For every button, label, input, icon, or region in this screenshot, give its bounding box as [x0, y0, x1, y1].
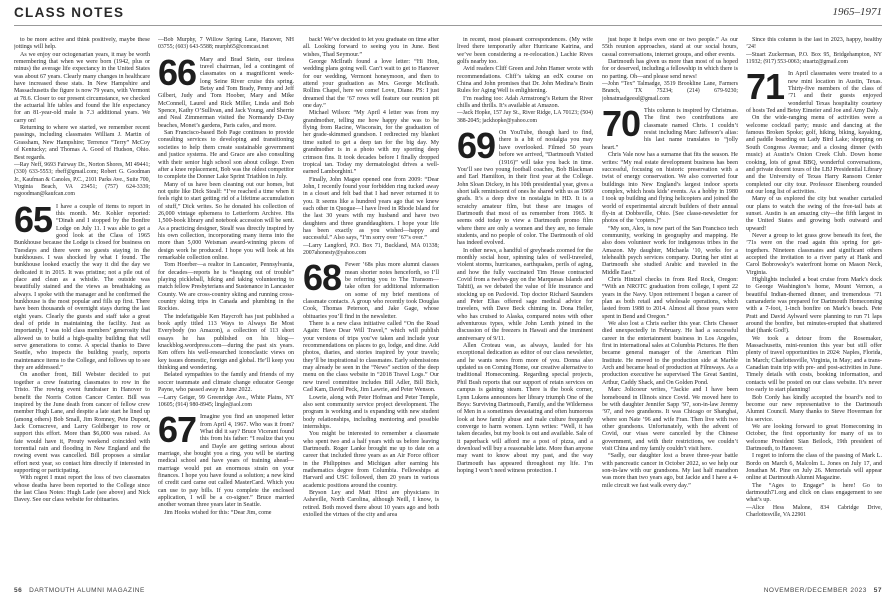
note-paragraph: I’m reading too: Adah Armstrong’s Return the River chills and thrills. It’s available at Amazon. — [457, 95, 593, 110]
note-paragraph: “Sadly, our daughter lost a brave three-year battle with pancreatic cancer in October 2022, so we help our son-in-law with our grandsons. My last half marathon was more than two years ago, but Jackie and I have a 4-mile circuit we fast walk every day.” — [602, 453, 738, 489]
note-paragraph: We are looking forward to great Homecoming in October, the first opportunity for many of us to welcome President Sian Beilock, 19th president of Dartmouth, to Hanover. — [746, 423, 882, 452]
note-paragraph: With regret I must report the loss of two classmates whose deaths have been reported to the College since the last Class Notes: Hugh Lade (see above) and Nick Davey. See our class website for obituaries. — [14, 475, 150, 504]
page-header — [0, 0, 896, 30]
columnist-signature: —Larry Geiger, 99 Greenridge Ave., White Plains, NY 10605; (914) 980-8945; lingle@aol.com — [158, 394, 294, 408]
note-paragraph: Tom Hoerber—a realtor in Lancaster, Pennsylvania, for decades—reports he is “heaping out of trouble” playing pickleball, hiking and taking volunteering to match fellow Presbyterians and Sustenance in Lancaster County. We are cross-country skiing and running cross-country skiing trips in Canada and plumbing in the Rockies. — [158, 262, 294, 313]
class-year-drop-cap: 68 — [303, 257, 342, 299]
note-text: This column is inspired by Christmas. The first two contributions are classmate named Chris. I couldn’t resist including Marc Jaffeson’s alias: his last name translates to “jolly heart.” — [602, 108, 738, 151]
note-paragraph: We also lost a Chris earlier this year. Chris Chesser died unexpectedly in February. He had a successful career in the entertainment business in Los Angeles, first in international sales at Columbia Pictures. He then became general manager of the American Film Institute. He moved to the production side at Marble Arch and became head of production at Filmways. As a production executive he supervised The Great Santini, Arthur, Caddy Shack, and On Golden Pond. — [602, 321, 738, 386]
note-paragraph: On another front, Bill Webster decided to put together a crew featuring classmates to row in the Tristo. The rowing event fundraiser in Hanover to benefit the Norris Cotton Cancer Center. Bill was inspired by the June death from cancer of fellow crew member Hugh Lane, and despite a late start he lined up (among others) Bob Small, Jim Romney, Pete Dupont, Jack Cornscreve, and Larry Goldberger to row or support this effort. More than $6,000 was raised. As fate would have it, Prouty weekend coincided with torrential rain and flooding in New England and the rowing event was cancelled. Bill proposes a similar effort next year, so contact him directly if interested in supporting or participating. — [14, 372, 150, 474]
note-paragraph: Lowrie, along with Peter Hofman and Peter Temple, also sent community service project development. The program is working and is expanding with new student body relationships, including mentoring and possible internships. — [303, 394, 439, 430]
columnist-signature: —Bob Murphy, 7 Willow Spring Lane, Hanover, NH 03755; (603) 643-5588; murph65@comcast.net — [158, 37, 294, 51]
note-text: Mary and Brad Stein, our tireless travel chairman, led a contingent of classmates on a magnificent week-long Seine River cruise this spring. Betsy and Tom Brady, Penny and Jeff Gilbert, Judy and Tom Hoober, Mary and Mike McConnell, Laurel and Rick Miller, Linda and Bob Spence, Kathy O’Sullivan, and Jack Young, and Sherrie and Neal Zimmerman visited the Normandy D-Day beaches, Monet’s gardens, Paris cafes, and more. — [158, 56, 294, 129]
note-paragraph: Chris Vale now has a surname that fits the season. He writes: “My real estate development business has been successful, focusing on historic preservation with a twist of energy conservation. We also converted four buildings into New England’s largest indoor sports complex, which hosts kids’ events. As a hobby in 1980 I took up building and flying helicopters and joined the world of experimental aircraft builders of their annual fly-in at Dobbsville, Ohio. [See classe-newsletter for photos of the ‘copters.]” — [602, 152, 738, 225]
page-footer — [0, 582, 896, 600]
note-paragraph: I regret to inform the class of the passing of Mark L. Bordo on March 6, Malcolm L. Jones on July 17, and Jonathan M. Pine on July 26. Memorials will appear online at Dartmouth Alumni Magazine. — [746, 453, 882, 482]
note-text: In April classmates were treated to a new mini location in Austin, Texas. Thirty-five members of the class of ’71 and their guests enjoyed wonderful Texas hospitality courtesy of hosts Ted and Betsy Eimeier and Joe and Amy Daly. — [746, 71, 882, 115]
class-year-drop-cap: 69 — [457, 125, 496, 167]
note-paragraph: Allen Croteau was, as always, lauded for his exceptional dedication as editor of our class newsletter, and he wants news from more of you. Donna also updated us on Coming Home, our creative alternative to traditional Homecoming. Regarding special projects, Phil Bush reports that our support of retain services on campus is gaining steam. There is the book corner, Lynn Lukens announces her library triumph One of the Boys: Surviving Dartmouth, Family, and the Wilderness of Men in a sometimes devastating and often humorous look at how family abuse and male culture frequently converge to harm women. Lynn writes: “Well, it has taken decades, but my book is out and available. Sale of it paperback will afford me a post of pizza, and a download will buy a reasonable latte. More than anyone may want to know about my past, and the way Dartmouth has appeared throughout my life. I’m hoping I won’t need witness protection. I — [457, 343, 593, 474]
text-column-6 — [746, 37, 882, 582]
note-paragraph: just hope it helps even one or two people.” As our 55th reunion approaches, stand at our social hours, casual conversations, internet groups, and other events. — [602, 37, 738, 58]
note-paragraph: As we enjoy our octogenarian years, it may be worth remembering that when we were born (1942, plus or minus) the average life expectancy in the United States was about 67 years. Clearly many changes in healthcare have increased these stats. In New Hampshire and Massachusetts the figure is now 79 years, with Vermont at 78.6. Closer to our present circumstance, we checked the actuarial life tables and found the life expectancy for an 81-year-old male is 7.3 additional years. We carry on! — [14, 51, 150, 124]
note-paragraph: In other news, a handful of greyheads zoomed for the monthly social hour, spinning tales of well-traveled, violent storms, hurricanes, earthquakes, perils of aging, and how the fully vaccinated Tim Hesse contracted Covid from a twelve-guy on the Marquesas Islands and Tahiti), as we debated the value of life insurance and stocking up on Paxlovid. Top doctor Richard Saunders and Peter Elias offered sage medical advice for travelers, with Dave Beck chiming in. Dona Heller, who has cruised to Alaska, compared notes with other adventurous types, while John Lenth joined in the discussion of the freezers in Hawaii and the imminent anniversary of 9/11. — [457, 247, 593, 342]
note-paragraph: back! We’ve decided to let you graduate on time after all. Looking forward to seeing you in June. Best wishes, Thad Seymour.” — [303, 37, 439, 58]
note-paragraph: The indefatigable Ken Haycroft has just published a book aptly titled 113 Ways to Always Be Most Everybody (no Amazon), a collection of 113 short essays he has published on his blog—knackblog.wordpress.com—during the past six years. Ken offers his well-researched iconoclastic views on key issues domestic, foreign and global. He’ll keep you thinking and wondering. — [158, 313, 294, 372]
publication-name-left: DARTMOUTH ALUMNI MAGAZINE — [29, 587, 145, 594]
note-paragraph: The “Ages to Engage” is here! Go to dartmouth71.org and click on class engagement to see what’s up. — [746, 482, 882, 504]
columnist-signature: —Stuart Zuckerman, P.O. Box 95, Bridgehampton, NY 11932; (917) 553-0063; stuartz@gmail.com — [746, 51, 882, 66]
footer-left — [14, 587, 145, 594]
columnist-signature: —Jack Hopke, 157 Jay St., River Ridge, LA 70123; (504) 388-2045; jackhopke@yahoo.com — [457, 110, 593, 124]
note-paragraph: San Francisco-based Bob Page continues to provide consulting services to developing and transitioning societies to help them create sustainable government and justice systems. He and Grace are also consulting with their senior high school son about college. Even after a knee replacement, Bob was the oldest competitor to complete the Donner Lake Sprint Triathlon in July. — [158, 130, 294, 181]
class-year-range: 1965–1971 — [832, 6, 882, 18]
header-rule — [14, 25, 882, 26]
note-text: Imagine you find an unopened letter from April 4, 1967. Who was it from? What did it say? Bruce Vicerant found this from his father: “I realize that you and Dayle are getting serious about marriage, she bought you a ring, you will be starting medical school and have years of training ahead—marriage would put an enormous strain on your finances. I hope you have found a solution; a new kind of credit card came out called MasterCard. Which you can use to pay bills. If you complete the enclosed application, I will be a co-signer.” Bruce married another woman three years later in Seattle. — [158, 414, 294, 509]
note-paragraph: Marc Jolicoeur writes, “Jackie and I have been homebound in Illinois since Covid. We moved here to be with daughter Jennifer Sapp ’97, son-in-law Jeremy ’97, and two grandsons. It was Chicago or Shanghai, where son Nate ’96 and wife Fran. Then live with two other grandsons. Unfortunately, with the advent of Covid, our visas were canceled by the Chinese government, and with their restrictions, we couldn’t visit China and my family couldn’t visit here. — [602, 387, 738, 452]
columnist-signature: —Larry Langford, P.O. Box 71, Buckland, MA 01338; 2007ahonesty@yahoo.com — [303, 242, 439, 256]
note-paragraph: Belated sympathies to the family and friends of my soccer teammate and climate change educator George Payne, who passed away in June 2022. — [158, 372, 294, 394]
note-paragraph: Returning to where we started, we remember recent passings, including classmates William J. Martin of Grassham, New Hampshire; Terrence “Terry” McCoy of Kentucky; and Thomas A. Good of Hudson, Ohio. Best regards. — [14, 125, 150, 161]
class-year-drop-cap: 70 — [602, 103, 641, 145]
columnist-signature: —John “Tex” Talmadge, 3519 Brookline Lane, Farmers Branch, TX 75234; (214) 679-9230; johnatmadgeesd@gmail.com — [602, 81, 738, 102]
note-paragraph — [158, 51, 294, 130]
page-number-left: 56 — [14, 587, 23, 594]
note-paragraph: Many of us have been cleaning out our homes, but not quite like Dick Stealf: “I’ve reached a time when it feels right to start getting rid of a lifetime accumulation of stuff,” Dick writes. So he donated his collection of 26,000 vintage ephemera to Letterform Archive. His 1,500-book library and notebook accession will be sent. As a practicing designer, Stealf was directly inspired by his own collection, incorporating many items into the more than 5,000 Weisman award-winning pieces of design work he produced. I hope you will look at his remarkable collection online. — [158, 181, 294, 261]
columnist-signature: —Ray Neff, 9693 Fairway Dr., Norton Shores, MI 49441; (330) 633-5553; rbeff@gmail.com; Robert G. Goodman Jr., Kaufman & Canoles, P.C., 2101 Parks Ave., Suite 700, Virginia Beach, VA 23451; (757) 624-3339; rsgoodman@kaufcan.com — [14, 161, 150, 198]
note-paragraph: Finally, John Magee opened one from 2009: “Dear John, I recently found your forbidden ring tucked away in a closet and felt bad that I had never returned it to you. It seems like a hundred years ago that we knew each other in Quogue—I have lived in Rhode Island for the last 30 years with my husband and have two daughters and three granddaughters. I hope your life has been exactly as you wished—happy and successful.” Also says, “I’m sorry over ’67’s over.” — [303, 176, 439, 242]
text-column-1 — [14, 37, 150, 582]
note-paragraph — [14, 198, 150, 373]
note-paragraph: Bryson Ley and Matt Hirst are physicians in Asheville, North Carolina, although Neill, I know, is retired. Both moved there about 10 years ago and both extolled the virtues of the city and area — [303, 489, 439, 518]
class-year-drop-cap: 67 — [158, 409, 197, 451]
note-text: I have a couple of items to report in this month. Mr. Kohler reported: “Dinah and I stopped by the Bonfire Lodge on July 11. I was able to get a good look at the Class of 1965 Bunkhouse because the Lodge is closed for business on Tuesdays and there were no guests staying in the bunkhouses. I was shocked by what I found. The bunkhouse looked exactly the way it did the day we dedicated it in 2015. It was pristine; not a pile out of place and clean as a whistle. The outside was beautifully stained and the views as breathtaking as always. I spoke with the manager and he confirmed the bunkhouse is the most popular and fills up first. There have been thousands of overnight stays during the last eight years. Clearly the guests and staff take a great deal of pride in maintaining the facility. Just as importantly, I was told class members’ generosity that allowed us to build a high-quality building that will serve generations to come. A special thanks to Dave Seattle, who inspects the building yearly, reports maintenance items to the College, and follows up to see they are addressed.” — [14, 203, 150, 372]
class-year-drop-cap: 65 — [14, 198, 53, 240]
note-paragraph: Chris Hintzel checks in from Red Rock, Oregon: “With an NROTC graduation from college, I spent 22 years in the Navy. Upon retirement I began a career of plan as both retail and wholesale operations, which lasted from 1988 to 2014. Almost all those years were spent in Bend and Oregon.” — [602, 277, 738, 320]
note-paragraph: On the wide-ranging menu of activities were a welcome cocktail party; music and dancing at the famous Broken Spoke; golf, hiking, biking, kayaking, and paddle boarding on Lady Bird Lake; shopping on South Congress Avenue; and a closing dinner (with music) at Austin’s Onion Creek Club. Down home cooking, lots of great BBQ, wonderful conversations, and private docent tours of the LBJ Presidential Library and the University of Texas Harry Ransom Center completed our city tour. Professor Eisenberg rounded out our long list of activities. — [746, 115, 882, 195]
issue-date-right: NOVEMBER/DECEMBER 2023 — [763, 587, 867, 594]
page-number-right: 57 — [873, 587, 882, 594]
note-paragraph: Never a group to let grass grow beneath its feet, the ’71s were on the road again this spring for get-togethers. Nineteen classmates and significant others accepted the invitation to a river party at Hank and Carol Bobrowsky’s waterfront home on Mason Neck, Virginia. — [746, 232, 882, 276]
note-paragraph — [602, 103, 738, 152]
note-paragraph: We took a detour from the Rosemaker, Massachusetts, mini-reunion this year but still offer plenty of travel opportunities in 2024: Naples, Florida, in March; Charlottesville, Virginia, in May; and a trans-Canadian train trip with pre- and post-activities in June. Timely details with costs, booking information, and contacts will be posted on our class website. It’s never too early to start planning! — [746, 335, 882, 394]
class-year-drop-cap: 71 — [746, 66, 785, 108]
text-column-3 — [303, 37, 439, 582]
note-paragraph: You might be interested to remember a classmate who spent two and a half years with us before leaving Dartmouth. Roger Lanke brought me up to date on a career that included three years as an Air Force officer in the Philippines and Michigan after earning his mathematics degree from Columbia. Fellowships at Harvard and USC followed, then 20 years in various academic positions around the country. — [303, 431, 439, 489]
note-paragraph: George McIlrath found a love letter: “Hi Hon, wedding plans going well. Can’t wait to get to Hanover for our wedding, Vermont honeymoon, and then to attend your graduation as Mrs. George McIlrath. Rollins Chapel, here we come! Love, Diane. PS: I just dreamed that the ’67 rows will feature our reunion pit one day.” — [303, 59, 439, 110]
note-paragraph — [303, 257, 439, 321]
note-paragraph: “My son, Alex, is now part of the San Francisco tech community, working in geography and mapping. He also does volunteer work for indigenous tribes in the Amazon. My daughter, Michaela ’10, works for a telehealth psych services company. During her stint at Dartmouth she studied Arabic and traveled in the Middle East.” — [602, 225, 738, 276]
note-paragraph: Jim Hooks wished for this: “Dear Jim, come — [164, 509, 272, 516]
note-paragraph: There is a new class initiative called “On the Road Again: Have Dear Will Travel,” which will publish your versions of trips you’ve taken and include your recommendations on places to go, lodge, and dine. Add photos, diaries, and stories inspired by your travels; they’ll be inspirational to classmates. Early submissions may already be seen in the “News” section of the deep menu on the class website in “2018 Travel Logs.” Our new travel committee includes Bill Adler, Bill Bich, Cad Kam, David Peck, Jim Lawrie, and Peter Wenson. — [303, 321, 439, 394]
note-paragraph — [158, 409, 294, 509]
text-column-5 — [602, 37, 738, 582]
columnist-signature: —Alice Hess Malone, 834 Cabridge Drive, Charlottesville, VA 22901 — [746, 504, 882, 518]
note-paragraph — [457, 125, 593, 248]
text-column-2 — [158, 37, 294, 582]
note-text: On YouTube, though hard to find, there is a bit of nostalgia you may have overlooked. Filmed 50 years before we arrived, “Dartmouth Visited (1916)” will take you back in time. You’ll see two young football coaches, Bob Blackman and Earl Hamilton, in their first year at the College. John Sloan Dickey, in his 10th presidential year, gives a short talk reminiscent of ones he shared with us as 1969 grads. It’s a deep dive in nostalgia in HD. It is a scratchy amateur film, but these are images of Dartmouth that most of us remember from 1965. It seems odd today to view a Dartmouth promo film where there are only a women and they are, no female students, and no people of color. The Dartmouth of old has indeed evolved. — [457, 130, 593, 247]
section-title: CLASS NOTES — [14, 5, 125, 20]
note-text: Fewer ’68s plus more alumni classes mean shorter notes henceforth, so I’ll be referring you to The Transom—take often for additional information on some of my brief mentions of classmate contacts. A group who recently took Douglas Cook, Thomas Peterson, and Jake Gage, whose obituaries you’ll find in the newsletter. — [303, 262, 439, 320]
note-paragraph: Since this column is the last in 2023, happy, healthy ’24! — [746, 37, 882, 51]
note-paragraph: Bob Cordy has kindly accepted the board’s nod to become our new representative to the Dartmouth Alumni Council. Many thanks to Steve Hoverman for his service. — [746, 394, 882, 423]
footer-right — [764, 587, 882, 594]
note-paragraph: Many of us explored the city but weather curtailed our plans to watch the swing of the free-tail bats at sunset. Austin is an amazing city—the fifth largest in the United States and growing both outward and upward! — [746, 196, 882, 232]
note-paragraph: Highlights included a boat cruise from Mark’s dock to George Washington’s home, Mount Vernon, a beautiful Indian-themed dinner, and tremendous ’71 camaraderie was prepared for Dartmouth Homecoming with a 7-foot, 1-inch bonfire on Mark’s beach. Pete Pratt and David Aylward were planning to run 71 laps around the bonfire, but minutes-erupted that shattered that (thank God!). — [746, 277, 882, 335]
note-paragraph — [746, 66, 882, 115]
text-column-4 — [457, 37, 593, 582]
note-paragraph: Michael Wilson: “My April 4 letter was from my grandmother, telling me how happy she was to be flying from Racine, Wisconsin, for the graduation of her grade-skimmed grandson. I redirected my blanket time suited to get a deep tan for the big day. My grandmother is in a photo with my sporting deep crimson fins. It took decades before I finally dropped tropical tan. Today my dermatologist drives a well-earned Lamborghini.” — [303, 110, 439, 176]
note-paragraph: Avid readers Cliff Green and John Hamer wrote with recommendations. Cliff’s taking an edX course on China and John promises that Dr. John Medina’s Brain Rules for Aging Well is enlightening. — [457, 66, 593, 95]
note-paragraph: to be more active and think positively, maybe these jottings will help. — [14, 37, 150, 51]
paragraph-gap — [746, 519, 882, 524]
class-year-drop-cap: 66 — [158, 51, 197, 93]
note-paragraph: in recent, most pleasant correspondences. (My wife lived there temporarily after Hurricane Katrina, and we’ve been considering a re-relocation.) Lachie Rives golfs nearby too. — [457, 37, 593, 66]
note-paragraph: Dartmouth has given us more than most of us hoped for or deserved, including a fellowship in which there is no parting. Oh—and please send news! — [602, 59, 738, 80]
